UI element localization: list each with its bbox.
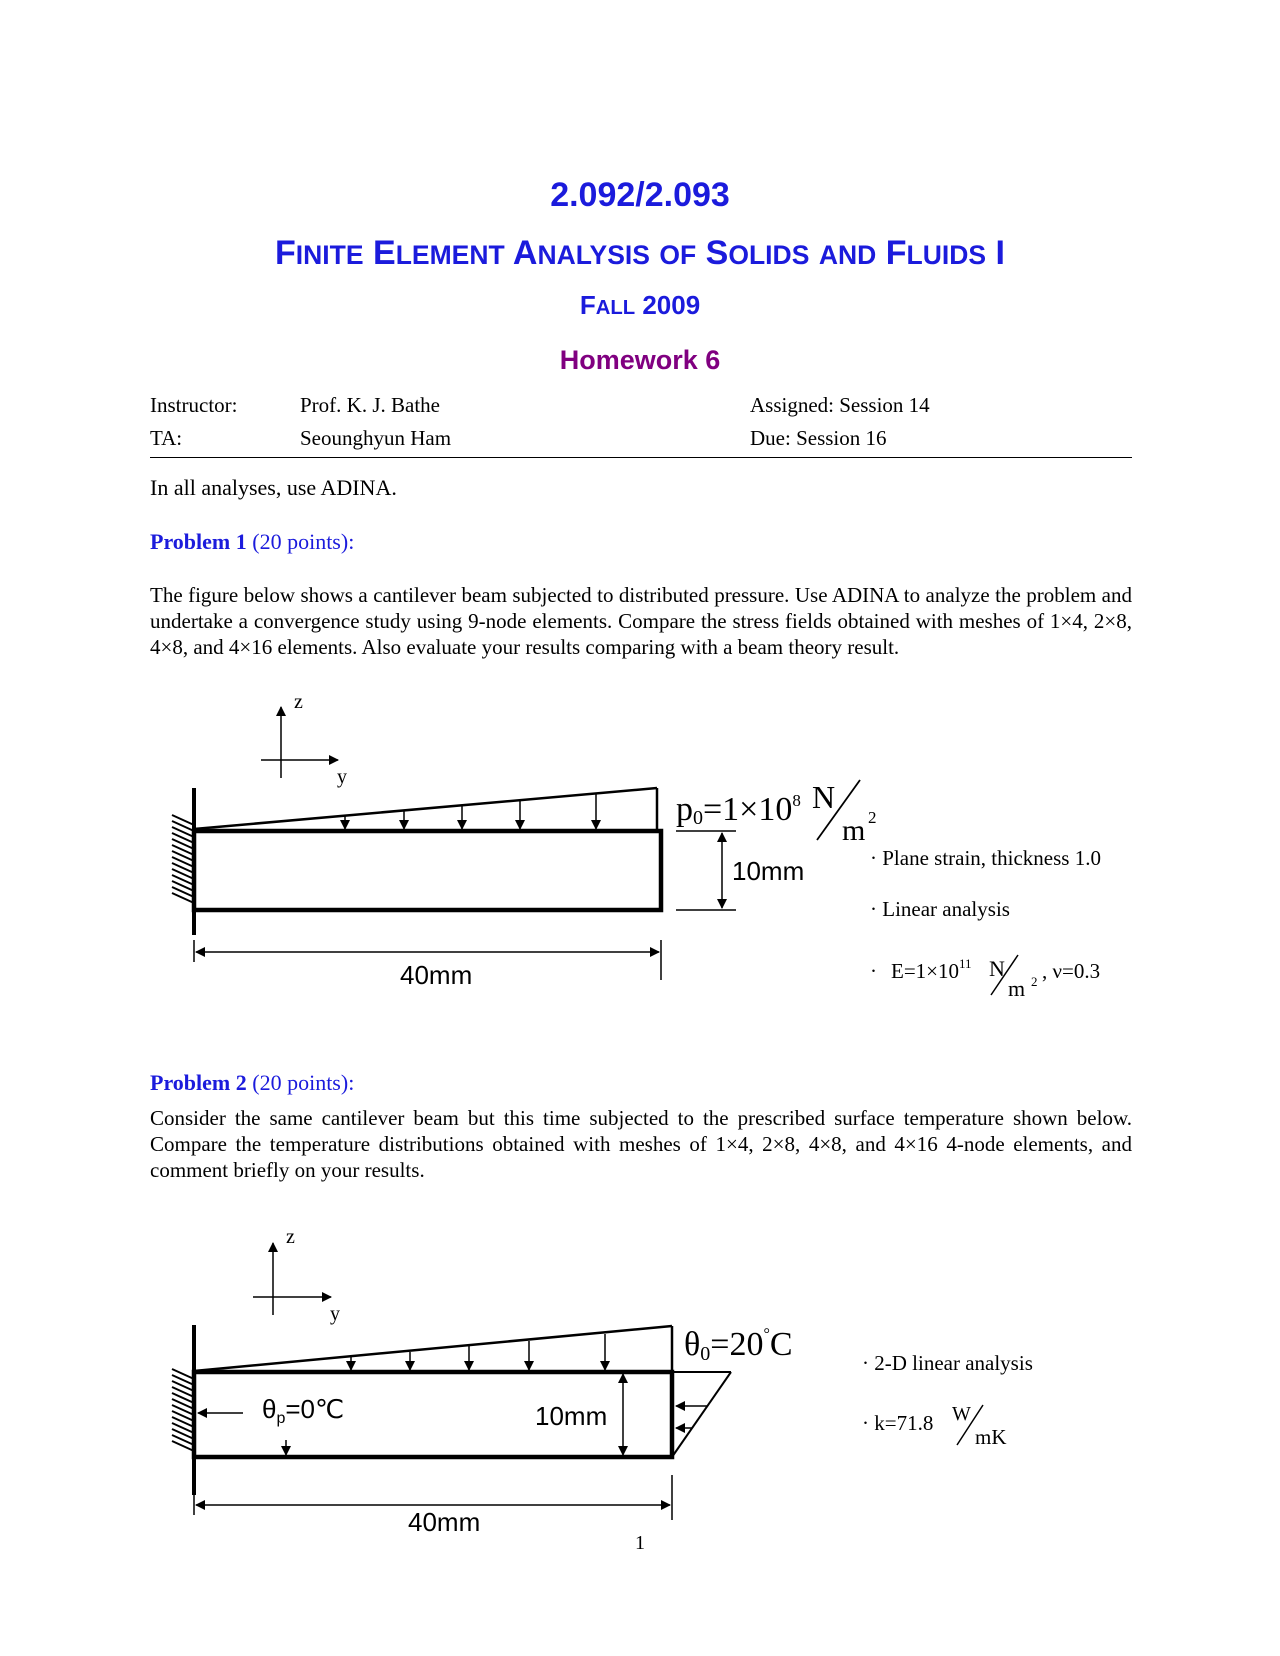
title-word-cap: I: [995, 234, 1005, 272]
problem2-figure: [0, 1215, 1280, 1545]
modulus-unit-exp: 2: [1031, 974, 1038, 989]
term-year: 2009: [642, 290, 701, 320]
theta0-sub: 0: [700, 1343, 711, 1365]
pressure-unit-exp: 2: [868, 808, 877, 827]
conductivity-unit-w: W: [952, 1403, 971, 1425]
problem1-text: The figure below shows a cantilever beam subjected to distributed pressure. Use ADINA to analyze the problem and undertake a convergence study using 9-node elements. Compare the stress fields obtained with meshes of 1×4, 2×8, 4×8, and 4×16 elements. Also evaluate your results comparing with a beam theory result.: [150, 583, 1132, 659]
homework-title: Homework 6: [559, 345, 721, 375]
problem2-label: Problem 2: [150, 1070, 247, 1095]
thetap-eq: =0℃: [285, 1394, 345, 1424]
pressure-unit-m: m: [842, 814, 866, 847]
problem1-heading: [150, 529, 354, 555]
intro-text: In all analyses, use ADINA.: [150, 475, 397, 500]
theta0-unit: C: [769, 1326, 793, 1363]
title-word-rest: LEMENT: [395, 240, 505, 270]
pressure-unit-n: N: [812, 779, 836, 815]
modulus-dot: ·: [870, 959, 877, 983]
header-divider: [150, 457, 1132, 458]
page-number: 1: [635, 1532, 645, 1554]
beam: [194, 831, 661, 910]
title-word: [275, 234, 364, 272]
conductivity-unit-mk: mK: [975, 1425, 1007, 1449]
theta0-main: θ: [684, 1326, 701, 1363]
instructor-name: Prof. K. J. Bathe: [300, 393, 440, 417]
thetap-label: [262, 1394, 344, 1427]
problem1-label: Problem 1: [150, 529, 247, 554]
modulus-unit-m: m: [1008, 976, 1026, 1001]
poisson-note: , ν=0.3: [1042, 959, 1101, 983]
distributed-load-icon: [194, 788, 657, 831]
title-word-cap: A: [512, 234, 538, 272]
modulus-unit-n: N: [989, 956, 1005, 981]
length-label: 40mm: [408, 1507, 481, 1537]
plane-strain-note: · Plane strain, thickness 1.0: [870, 846, 1101, 870]
title-word-cap: F: [885, 234, 907, 272]
axis-y-label: y: [337, 766, 347, 788]
pressure-p: p: [676, 791, 693, 828]
title-word-rest: INITE: [295, 240, 364, 270]
theta0-label: [684, 1326, 793, 1365]
conductivity-note: · k=71.8: [862, 1411, 934, 1435]
title-word: [513, 234, 650, 272]
course-number: 2.092/2.093: [550, 176, 730, 214]
title-word: [659, 234, 696, 272]
theta0-eq: =20: [710, 1326, 764, 1363]
pressure-label: [676, 791, 801, 829]
linear-analysis-note: · 2-D linear analysis: [862, 1351, 1033, 1375]
title-word-rest: LUIDS: [906, 240, 987, 270]
fixed-support-icon: [172, 1325, 194, 1495]
problem1-points: (20 points):: [252, 529, 355, 554]
axis-z-label: z: [286, 1226, 295, 1248]
pressure-eq: =1×10: [703, 791, 793, 828]
axis-y-label: y: [330, 1303, 340, 1325]
ta-label: TA:: [150, 426, 183, 450]
thetap-sub: p: [276, 1410, 286, 1427]
assigned-session: Assigned: Session 14: [750, 393, 930, 417]
title-word: [819, 234, 876, 272]
ta-name: Seounghyun Ham: [300, 426, 452, 450]
modulus-note: [870, 956, 972, 983]
title-word-rest: NALYSIS: [537, 240, 650, 270]
thetap-main: θ: [262, 1394, 277, 1424]
instructor-label: Instructor:: [150, 393, 238, 417]
modulus-main: E=1×10: [891, 959, 960, 983]
problem2-heading: [150, 1070, 354, 1096]
title-word-rest: OLIDS: [728, 240, 810, 270]
problem2-points: (20 points):: [252, 1070, 355, 1095]
term-cap: F: [579, 290, 596, 320]
title-word: [373, 234, 505, 272]
title-word-cap: S: [705, 234, 729, 272]
course-term: [0, 290, 1280, 321]
title-word-rest: AND: [818, 240, 877, 270]
height-label: 10mm: [732, 856, 805, 886]
modulus-exp: 11: [959, 956, 972, 971]
axis-icon: [253, 1243, 331, 1315]
title-word-rest: OF: [659, 240, 697, 270]
theta0-deg: °: [763, 1326, 770, 1343]
pressure-exp: 8: [792, 791, 801, 810]
temperature-distribution-icon: [194, 1326, 731, 1457]
title-word-cap: F: [275, 234, 296, 272]
problem1-figure: [0, 680, 1280, 1010]
fixed-support-icon: [172, 788, 194, 935]
title-word: [706, 234, 810, 272]
axis-z-label: z: [294, 691, 303, 713]
due-session: Due: Session 16: [750, 426, 887, 450]
length-label: 40mm: [400, 960, 473, 990]
course-title: [0, 234, 1280, 273]
term-rest: ALL: [595, 297, 636, 319]
height-label: 10mm: [535, 1401, 608, 1431]
title-word-cap: E: [373, 234, 396, 272]
linear-analysis-note: · Linear analysis: [870, 897, 1010, 921]
problem2-text: Consider the same cantilever beam but this time subjected to the prescribed surface temperature shown below. Compare the temperature distributions obtained with meshes of 1×4, 2×8, 4×8, and 4×16 4-node elements, and comment briefly on your results.: [150, 1106, 1132, 1182]
pressure-sub: 0: [693, 807, 703, 829]
title-word: [886, 234, 986, 272]
axis-icon: [261, 707, 338, 778]
title-word: [996, 234, 1005, 272]
